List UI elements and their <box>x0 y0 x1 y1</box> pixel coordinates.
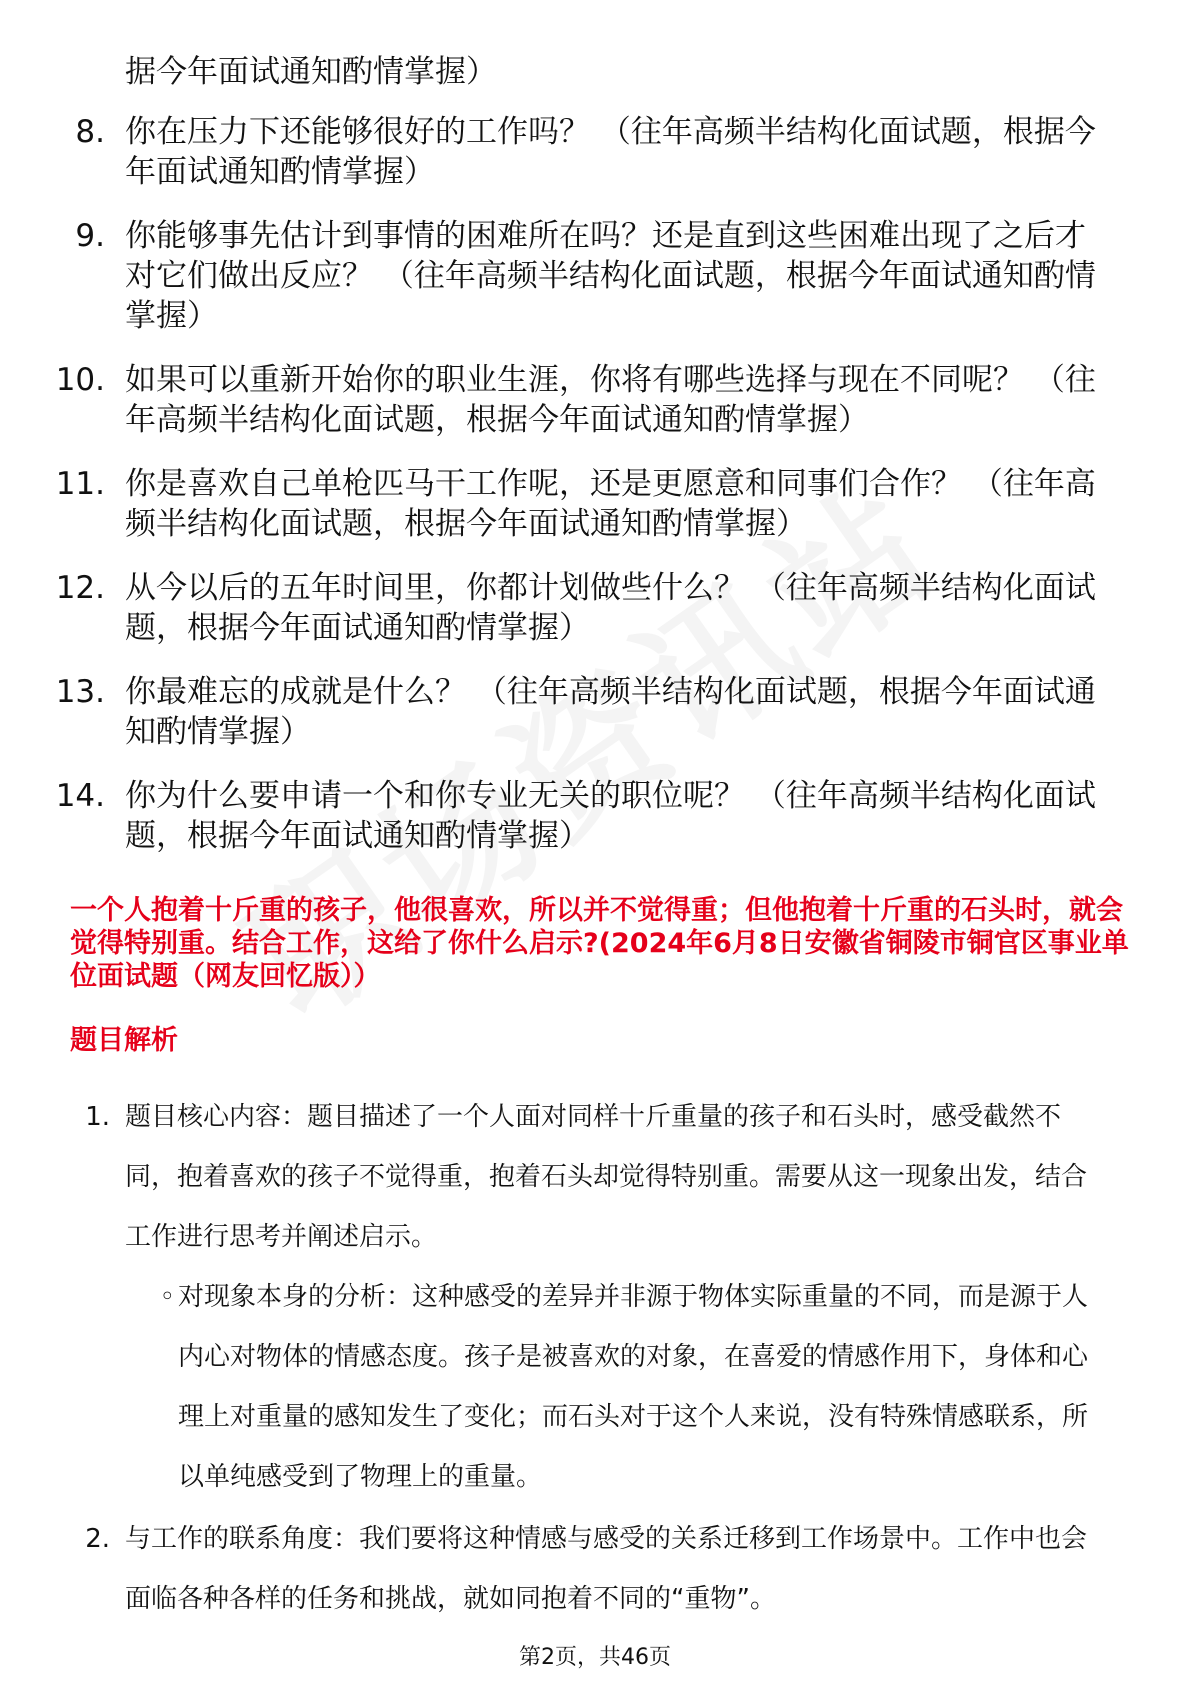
item-number: 13. <box>55 674 105 710</box>
highlighted-question: 一个人抱着十斤重的孩子，他很喜欢，所以并不觉得重；但他抱着十斤重的石头时，就会觉得特别重。结合工作，这给了你什么启示?(2024年6月8日安徽省铜陵市铜官区事业单位面试题（网友回忆版）） <box>70 895 1129 992</box>
item-text: 从今以后的五年时间里，你都计划做些什么？ （往年高频半结构化面试题，根据今年面试通知酌情掌握） <box>125 570 1096 646</box>
continuation-text: 据今年面试通知酌情掌握） <box>125 54 497 90</box>
bullet-icon: ◦ <box>159 1282 175 1312</box>
item-text: 题目核心内容：题目描述了一个人面对同样十斤重量的孩子和石头时，感受截然不同，抱着喜欢的孩子不觉得重，抱着石头却觉得特别重。需要从这一现象出发，结合工作进行思考并阐述启示。 <box>125 1102 1088 1252</box>
analysis-item <box>0 1087 1110 1267</box>
item-text: 与工作的联系角度：我们要将这种情感与感受的关系迁移到工作场景中。工作中也会面临各种各样的任务和挑战，就如同抱着不同的“重物”。 <box>125 1524 1088 1614</box>
item-text: 你为什么要申请一个和你专业无关的职位呢？ （往年高频半结构化面试题，根据今年面试通知酌情掌握） <box>125 778 1096 854</box>
item-number: 11. <box>55 466 105 502</box>
item-text: 你最难忘的成就是什么？ （往年高频半结构化面试题，根据今年面试通知酌情掌握） <box>125 674 1096 750</box>
item-text: 你是喜欢自己单枪匹马干工作呢，还是更愿意和同事们合作？ （往年高频半结构化面试题，根据今年面试通知酌情掌握） <box>125 466 1096 542</box>
item-number: 1. <box>85 1102 110 1132</box>
item-number: 14. <box>55 778 105 814</box>
list-item <box>0 360 1105 440</box>
analysis-subitem <box>0 1267 1110 1507</box>
question-list <box>0 112 1105 880</box>
page-footer: 第2页，共46页 <box>519 1645 671 1670</box>
list-item <box>0 568 1105 648</box>
item-number: 9. <box>75 218 105 254</box>
list-item <box>0 464 1105 544</box>
item-text: 你在压力下还能够很好的工作吗？ （往年高频半结构化面试题，根据今年面试通知酌情掌握） <box>125 114 1096 190</box>
item-number: 2. <box>85 1524 110 1554</box>
item-number: 10. <box>55 362 105 398</box>
list-item <box>0 776 1105 856</box>
subitem-text: 对现象本身的分析：这种感受的差异并非源于物体实际重量的不同，而是源于人内心对物体的情感态度。孩子是被喜欢的对象，在喜爱的情感作用下，身体和心理上对重量的感知发生了变化；而石头对于这个人来说，没有特殊情感联系，所以单纯感受到了物理上的重量。 <box>178 1282 1089 1492</box>
list-item <box>0 672 1105 752</box>
analysis-item <box>0 1509 1110 1629</box>
analysis-list <box>0 1087 1110 1629</box>
list-item <box>0 112 1105 192</box>
section-title: 题目解析 <box>70 1025 178 1056</box>
item-number: 8. <box>75 114 105 150</box>
item-text: 如果可以重新开始你的职业生涯，你将有哪些选择与现在不同呢？ （往年高频半结构化面试题，根据今年面试通知酌情掌握） <box>125 362 1096 438</box>
item-number: 12. <box>55 570 105 606</box>
list-item <box>0 216 1105 336</box>
item-text: 你能够事先估计到事情的困难所在吗？还是直到这些困难出现了之后才对它们做出反应？ （往年高频半结构化面试题，根据今年面试通知酌情掌握） <box>125 218 1096 334</box>
